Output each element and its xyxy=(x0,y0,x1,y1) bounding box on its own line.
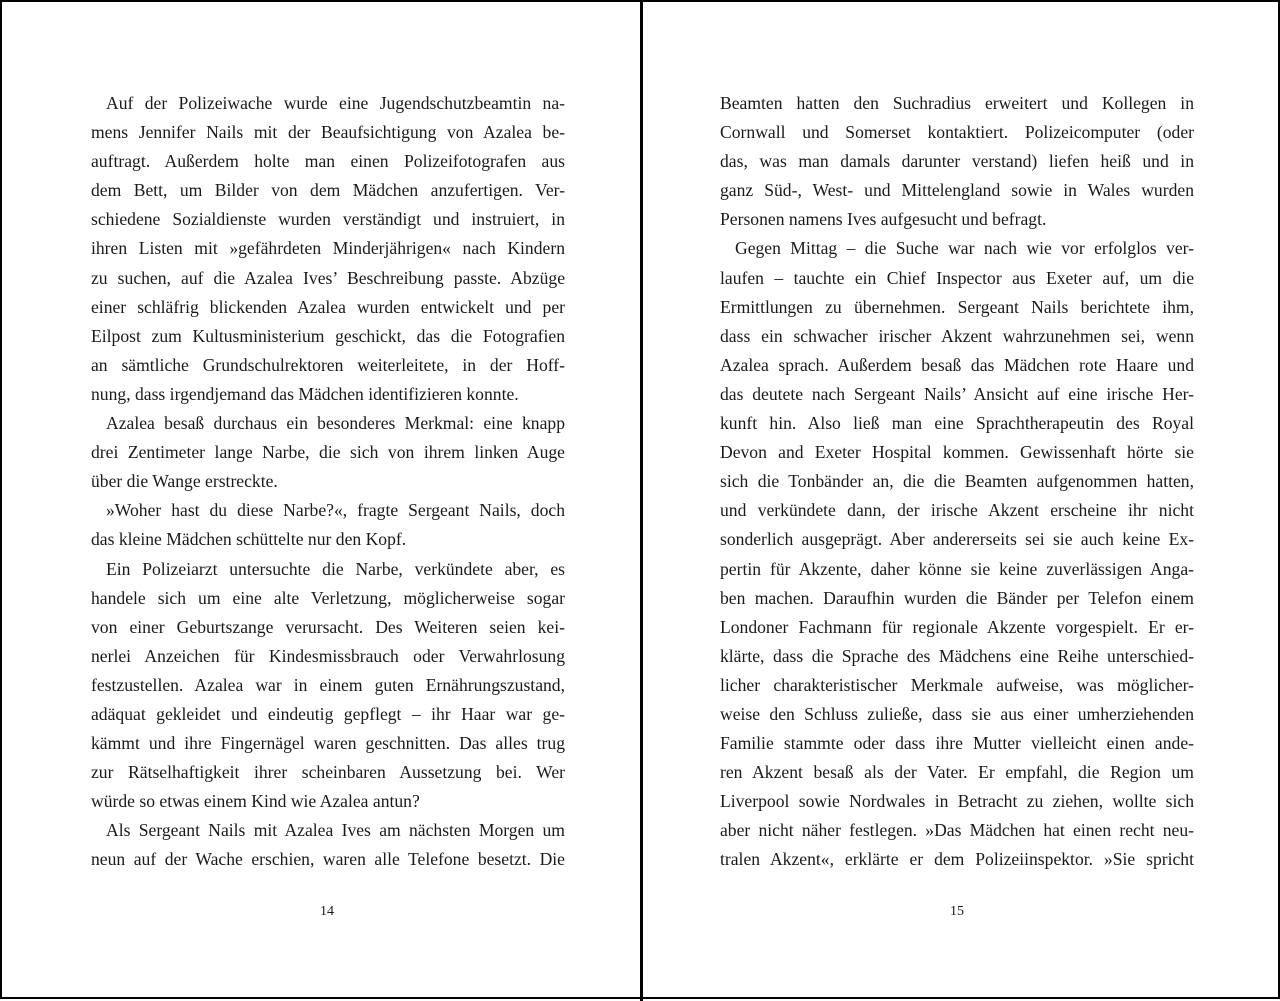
text-line: das, was man damals darunter verstand) liefen heiß und in xyxy=(720,151,1194,172)
text-line: licher charakteristischer Merkmale aufweise, was möglicher- xyxy=(720,674,1194,695)
text-line: mens Jennifer Nails mit der Beaufsichtigung von Azalea be- xyxy=(91,122,565,143)
text-line: adäquat gekleidet und eindeutig gepflegt – ihr Haar war ge- xyxy=(91,703,565,724)
text-line: Auf der Polizeiwache wurde eine Jugendschutzbeamtin na- xyxy=(106,93,565,113)
text-line: zur Rätselhaftigkeit ihrer scheinbaren Aussetzung bei. Wer xyxy=(91,762,565,783)
text-line: weise den Schluss zuließe, dass sie aus einer umherziehenden xyxy=(720,703,1194,724)
text-line: einer schläfrig blickenden Azalea wurden entwickelt und per xyxy=(91,296,565,317)
text-line: handele sich um eine alte Verletzung, möglicherweise sogar xyxy=(91,587,565,608)
text-line: Personen namens Ives aufgesucht und befragt. xyxy=(720,209,1047,230)
text-line: Familie stammte oder dass ihre Mutter vielleicht einen ande- xyxy=(720,733,1194,754)
text-line: Liverpool sowie Nordwales in Betracht zu ziehen, wollte sich xyxy=(720,791,1194,812)
text-line: Azalea besaß durchaus ein besonderes Merkmal: eine knapp xyxy=(106,413,565,434)
text-line: tralen Akzent«, erklärte er dem Polizeiinspektor. »Sie spricht xyxy=(720,849,1194,870)
text-line: kämmt und ihre Fingernägel waren geschnitten. Das alles trug xyxy=(91,733,565,754)
text-line: ren Akzent besaß als der Vater. Er empfahl, die Region um xyxy=(720,762,1194,783)
text-line: Cornwall und Somerset kontaktiert. Polizeicomputer (oder xyxy=(720,122,1194,143)
text-line: an sämtliche Grundschulrektoren weiterleitete, in der Hoff- xyxy=(91,354,565,375)
text-line: nung, dass irgendjemand das Mädchen identifizieren konnte. xyxy=(91,383,519,404)
text-line: dass ein schwacher irischer Akzent wahrzunehmen sei, wenn xyxy=(720,325,1194,346)
text-line: das kleine Mädchen schüttelte nur den Kopf. xyxy=(91,529,407,550)
text-line: drei Zentimeter lange Narbe, die sich von ihrem linken Auge xyxy=(91,442,565,463)
text-line: Devon and Exeter Hospital kommen. Gewissenhaft hörte sie xyxy=(720,442,1194,463)
left-page-text xyxy=(91,89,565,875)
left-page-number: 14 xyxy=(320,904,334,919)
text-line: würde so etwas einem Kind wie Azalea antun? xyxy=(91,791,420,812)
text-line: schiedene Sozialdienste wurden verständigt und instruiert, in xyxy=(91,209,565,230)
text-line: neun auf der Wache erschien, waren alle Telefone besetzt. Die xyxy=(91,849,565,870)
text-line: festzustellen. Azalea war in einem guten Ernährungszustand, xyxy=(91,674,565,695)
right-page-number: 15 xyxy=(950,904,964,919)
right-page-text xyxy=(720,89,1194,875)
text-line: kunft hin. Also ließ man eine Sprachtherapeutin des Royal xyxy=(720,413,1194,434)
text-line: über die Wange erstreckte. xyxy=(91,471,278,492)
text-line: und verkündete dann, der irische Akzent erscheine ihr nicht xyxy=(720,500,1194,521)
text-line: laufen – tauchte ein Chief Inspector aus Exeter auf, um die xyxy=(720,267,1194,288)
text-line: Beamten hatten den Suchradius erweitert und Kollegen in xyxy=(720,93,1194,113)
text-line: sich die Tonbänder an, die die Beamten aufgenommen hatten, xyxy=(720,471,1194,492)
text-line: klärte, dass die Sprache des Mädchens eine Reihe unterschied- xyxy=(720,645,1194,666)
text-line: das deutete nach Sergeant Nails’ Ansicht auf eine irische Her- xyxy=(720,383,1194,404)
text-line: Ein Polizeiarzt untersuchte die Narbe, verkündete aber, es xyxy=(106,558,565,579)
text-line: Londoner Fachmann für regionale Akzente vorgespielt. Er er- xyxy=(720,616,1194,637)
page-gutter-divider xyxy=(640,2,643,1001)
text-line: Als Sergeant Nails mit Azalea Ives am nächsten Morgen um xyxy=(106,820,565,841)
text-line: zu suchen, auf die Azalea Ives’ Beschreibung passte. Abzüge xyxy=(91,267,565,288)
text-line: aber nicht näher festlegen. »Das Mädchen hat einen recht neu- xyxy=(720,820,1194,841)
text-line: Ermittlungen zu übernehmen. Sergeant Nails berichtete ihm, xyxy=(720,296,1194,317)
text-line: Gegen Mittag – die Suche war nach wie vor erfolglos ver- xyxy=(735,238,1194,259)
text-line: Eilpost zum Kultusministerium geschickt, das die Fotografien xyxy=(91,325,565,346)
text-line: Azalea sprach. Außerdem besaß das Mädchen rote Haare und xyxy=(720,354,1194,375)
text-line: auftragt. Außerdem holte man einen Polizeifotografen aus xyxy=(91,151,565,172)
text-line: ganz Süd-, West- und Mittelengland sowie in Wales wurden xyxy=(720,180,1194,201)
text-line: dem Bett, um Bilder von dem Mädchen anzufertigen. Ver- xyxy=(91,180,565,201)
text-line: »Woher hast du diese Narbe?«, fragte Sergeant Nails, doch xyxy=(106,500,565,521)
text-line: sonderlich ausgeprägt. Aber andererseits sei sie auch keine Ex- xyxy=(720,529,1194,550)
text-line: pertin für Akzente, daher könne sie keine zuverlässigen Anga- xyxy=(720,558,1194,579)
text-line: von einer Geburtszange verursacht. Des Weiteren seien kei- xyxy=(91,616,565,637)
text-line: ben machen. Daraufhin wurden die Bänder per Telefon einem xyxy=(720,587,1194,608)
text-line: ihren Listen mit »gefährdeten Minderjährigen« nach Kindern xyxy=(91,238,565,259)
text-line: nerlei Anzeichen für Kindesmissbrauch oder Verwahrlosung xyxy=(91,645,565,666)
